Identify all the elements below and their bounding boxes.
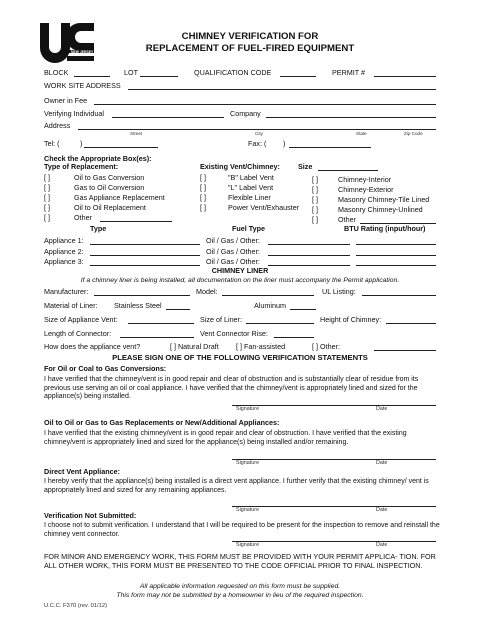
checkbox[interactable]: [ ]: [200, 193, 206, 202]
model-field[interactable]: [222, 295, 314, 296]
statement-3-text: I hereby verify that the appliance(s) being installed is a direct vent appliance. I further verify that the existing chimney/ vent is appropriately lined and sized for any remaining appliances.: [44, 478, 429, 494]
lot-field[interactable]: [140, 76, 178, 77]
appliance-1-btu-field[interactable]: [356, 244, 436, 245]
title-line-1: CHIMNEY VERIFICATION FOR: [181, 31, 319, 42]
aluminum-label: Aluminum: [254, 301, 286, 310]
appliance-1-label: Appliance 1:: [44, 236, 84, 245]
qualification-code-label: QUALIFICATION CODE: [194, 68, 272, 77]
other-vent-field[interactable]: [374, 350, 436, 351]
checkbox[interactable]: [ ]: [44, 173, 50, 182]
appliance-3-type-field[interactable]: [90, 265, 200, 266]
appliance-2-fuel-field[interactable]: [268, 255, 350, 256]
fax-field[interactable]: [289, 147, 371, 148]
replacement-option: Gas Appliance Replacement: [74, 193, 165, 202]
footer-note-1: All applicable information requested on this form must be supplied.: [139, 583, 341, 590]
replacement-other-field[interactable]: [100, 221, 172, 222]
manufacturer-field[interactable]: [94, 295, 190, 296]
fuel-type-heading: Fuel Type: [232, 224, 266, 233]
statement-2-text: I have verified that the existing chimney/vent is in good repair and clear of obstruction. I have verified that the existing chimney/vent is appropriately lined and sized for the appliance(s) being installed and/or remaining.: [44, 430, 407, 446]
statement-4-title: Verification Not Submitted:: [44, 511, 137, 520]
fax-label: Fax: (: [248, 139, 267, 148]
checkbox[interactable]: [ ]: [312, 185, 318, 194]
chimney-option: Chimney-Exterior: [338, 185, 394, 194]
state-caption: State: [356, 131, 367, 136]
checkbox[interactable]: [ ]: [312, 205, 318, 214]
block-field[interactable]: [74, 76, 110, 77]
chimney-liner-heading: CHIMNEY LINER: [211, 266, 269, 275]
appliance-2-btu-field[interactable]: [356, 255, 436, 256]
owner-label: Owner in Fee: [44, 96, 88, 105]
appliance-3-label: Appliance 3:: [44, 257, 84, 266]
connector-rise-field[interactable]: [274, 337, 314, 338]
appliance-2-label: Appliance 2:: [44, 247, 84, 256]
company-field[interactable]: [266, 117, 436, 118]
block-label: BLOCK: [44, 68, 69, 77]
replacement-option: Oil to Oil Replacement: [74, 203, 146, 212]
work-site-address-label: WORK SITE ADDRESS: [44, 81, 121, 90]
check-boxes-heading: Check the Appropriate Box(es):: [44, 154, 152, 163]
size-liner-field[interactable]: [246, 323, 314, 324]
appliance-3-fuel-field[interactable]: [268, 265, 350, 266]
height-chimney-label: Height of Chimney:: [320, 315, 382, 324]
appliance-3-fuel: Oil / Gas / Other:: [206, 257, 260, 266]
date-caption: Date: [376, 542, 388, 548]
checkbox[interactable]: [ ]: [312, 195, 318, 204]
checkbox[interactable]: [ ]: [200, 183, 206, 192]
checkbox[interactable]: [ ]: [200, 173, 206, 182]
work-site-address-field[interactable]: [128, 89, 436, 90]
checkbox[interactable]: [ ]: [44, 213, 50, 222]
logo-text: NEW JERSEY: [71, 50, 94, 54]
btu-heading: BTU Rating (input/hour): [344, 224, 426, 233]
vent-option: Power Vent/Exhauster: [228, 203, 300, 212]
appliance-2-type-field[interactable]: [90, 255, 200, 256]
statements-heading: PLEASE SIGN ONE OF THE FOLLOWING VERIFICATION STATEMENTS: [112, 353, 368, 362]
existing-vent-heading: Existing Vent/Chimney:: [200, 162, 280, 171]
chimney-option: Masonry Chimney-Tile Lined: [338, 195, 430, 204]
company-label: Company: [230, 109, 261, 118]
statement-3-title: Direct Vent Appliance:: [44, 467, 121, 476]
appliance-1-fuel: Oil / Gas / Other:: [206, 236, 260, 245]
tel-field[interactable]: [84, 147, 158, 148]
appliance-1-fuel-field[interactable]: [268, 244, 350, 245]
statement-1-text: I have verified that the chimney/vent is in good repair and clear of obstruction and is substantially clear of residue from its previous use serving an oil or coal appliance. I have verified that the chimney/vent is appropriately lined and sized for the appliance(s) being installed.: [44, 376, 419, 401]
tel-close: ): [80, 139, 83, 148]
chimney-option: Other: [338, 215, 356, 224]
statement-1-title: For Oil or Coal to Gas Conversions:: [44, 364, 167, 373]
title-line-2: REPLACEMENT OF FUEL-FIRED EQUIPMENT: [145, 43, 355, 54]
zip-caption: Zip Code: [404, 131, 423, 136]
size-label: Size: [298, 162, 313, 171]
date-caption: Date: [376, 406, 388, 412]
checkbox[interactable]: [ ]: [312, 215, 318, 224]
connector-rise-label: Vent Connector Rise:: [200, 329, 268, 338]
stainless-field[interactable]: [166, 309, 190, 310]
ul-listing-label: UL Listing:: [322, 287, 356, 296]
ucc-logo: [37, 20, 97, 64]
replacement-option: Gas to Oil Conversion: [74, 183, 145, 192]
qualification-code-field[interactable]: [280, 76, 316, 77]
replacement-option: Other: [74, 213, 92, 222]
vent-option: "B" Label Vent: [228, 173, 274, 182]
natural-draft-option[interactable]: [ ] Natural Draft: [170, 342, 219, 351]
checkbox[interactable]: [ ]: [312, 175, 318, 184]
tel-label: Tel: (: [44, 139, 60, 148]
size-field[interactable]: [318, 170, 378, 171]
signature-caption: Signature: [236, 542, 260, 548]
size-vent-label: Size of Appliance Vent:: [44, 315, 118, 324]
statement-1-signature-line[interactable]: [232, 405, 436, 406]
city-caption: City: [255, 131, 263, 136]
connector-length-label: Length of Connector:: [44, 329, 112, 338]
street-caption: Street: [130, 131, 143, 136]
form-id: U.C.C. F370 (rev. 01/12): [44, 603, 108, 609]
lot-label: LOT: [124, 68, 138, 77]
footer-note-2: This form may not be submitted by a homeowner in lieu of the required inspection.: [116, 592, 364, 599]
checkbox[interactable]: [ ]: [44, 203, 50, 212]
statement-2-title: Oil to Oil or Gas to Gas Replacements or New/Additional Appliances:: [44, 418, 280, 427]
checkbox[interactable]: [ ]: [44, 183, 50, 192]
vent-question: How does the appliance vent?: [44, 342, 141, 351]
type-heading: Type: [90, 224, 107, 233]
permit-field[interactable]: [374, 76, 436, 77]
permit-label: PERMIT #: [332, 68, 366, 77]
type-replacement-heading: Type of Replacement:: [44, 162, 119, 171]
verifying-individual-field[interactable]: [112, 117, 224, 118]
chimney-option: Masonry Chimney-Unlined: [338, 205, 423, 214]
date-caption: Date: [376, 507, 388, 513]
signature-caption: Signature: [236, 507, 260, 513]
address-label: Address: [44, 121, 71, 130]
footer-notice: FOR MINOR AND EMERGENCY WORK, THIS FORM MUST BE PROVIDED WITH YOUR PERMIT APPLICA- TION. FOR ALL OTHER WORK, THIS FORM MUST BE PRESENTED TO THE CODE OFFICIAL PRIOR TO FINAL INSPECTION.: [44, 552, 436, 571]
verifying-individual-label: Verifying Individual: [44, 109, 104, 118]
size-vent-field[interactable]: [128, 323, 194, 324]
height-chimney-field[interactable]: [386, 323, 436, 324]
date-caption: Date: [376, 460, 388, 466]
signature-caption: Signature: [236, 406, 260, 412]
liner-note: If a chimney liner is being installed, all documentation on the liner must accompany the Permit application.: [80, 277, 400, 284]
stainless-label: Stainless Steel: [114, 301, 162, 310]
signature-caption: Signature: [236, 460, 260, 466]
connector-length-field[interactable]: [120, 337, 194, 338]
manufacturer-label: Manufacturer:: [44, 287, 89, 296]
statement-4-text: I choose not to submit verification. I understand that I will be required to be present for the inspection to remove and reinstall the chimney vent connector.: [44, 522, 440, 538]
checkbox[interactable]: [ ]: [200, 203, 206, 212]
ul-listing-field[interactable]: [362, 295, 436, 296]
chimney-option: Chimney-Interior: [338, 175, 392, 184]
material-label: Material of Liner:: [44, 301, 98, 310]
aluminum-field[interactable]: [290, 309, 316, 310]
appliance-1-type-field[interactable]: [90, 244, 200, 245]
vent-option: "L" Label Vent: [228, 183, 274, 192]
checkbox[interactable]: [ ]: [44, 193, 50, 202]
fan-assisted-option[interactable]: [ ] Fan-assisted: [236, 342, 286, 351]
statement-2-signature-line[interactable]: [232, 459, 436, 460]
statement-4-signature-line[interactable]: [232, 541, 436, 542]
size-liner-label: Size of Liner:: [200, 315, 242, 324]
fax-close: ): [283, 139, 286, 148]
appliance-3-btu-field[interactable]: [356, 265, 436, 266]
vent-option: Flexible Liner: [228, 193, 271, 202]
model-label: Model:: [196, 287, 218, 296]
other-vent-option[interactable]: [ ] Other:: [312, 342, 340, 351]
owner-field[interactable]: [94, 104, 436, 105]
appliance-2-fuel: Oil / Gas / Other:: [206, 247, 260, 256]
address-field[interactable]: [78, 129, 436, 130]
statement-3-signature-line[interactable]: [232, 506, 436, 507]
replacement-option: Oil to Gas Conversion: [74, 173, 145, 182]
